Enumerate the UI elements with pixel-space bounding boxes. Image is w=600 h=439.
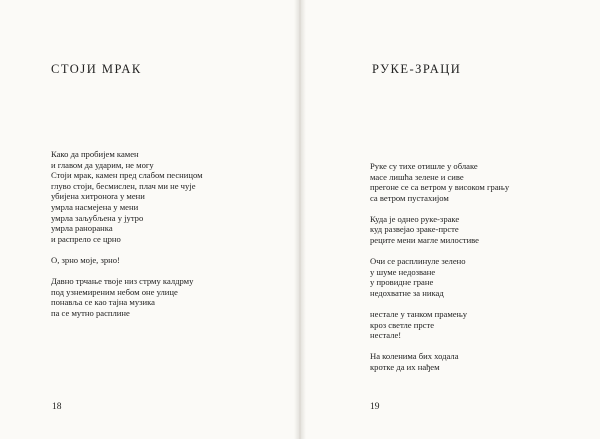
right-page (300, 0, 600, 439)
poem-line: са ветром пустахијом (370, 192, 449, 203)
poem-line: куд развејао зраке-прсте (370, 224, 459, 235)
poem-line: понављa се као тајна музика (51, 297, 155, 308)
stanza (370, 161, 600, 203)
poem-line: умрла ранoранка (51, 223, 113, 234)
poem-line: кротке да их нађем (370, 361, 440, 372)
stanza (51, 255, 291, 266)
poem-line: па се мутно расплине (51, 307, 130, 318)
poem-line: убијена хитроноrа у мени (51, 191, 145, 202)
poem-line: О, зрно моје, зрно! (51, 254, 120, 265)
poem-line: масе лишћа зелене и сиве (370, 171, 464, 182)
poem-line: умрла насмејена у мени (51, 201, 139, 212)
poem-line: Куда је однео руке-зраке (370, 213, 460, 224)
page-number: 19 (370, 402, 380, 412)
poem-line: умрла заљубљена у јутро (51, 212, 144, 223)
poem-line: глуво стоји, бесмислен, плач ми не чује (51, 180, 196, 191)
poem-line: и распрело се црно (51, 233, 121, 244)
page-number: 18 (52, 402, 62, 412)
poem-line: Давно трчање твоје низ стрму калдрму (51, 275, 194, 286)
stanza (370, 351, 600, 372)
poem-title: СТОЈИ МРАК (51, 62, 142, 76)
poem-body (51, 149, 291, 329)
poem-line: у провидне гране (370, 277, 434, 288)
stanza (51, 276, 291, 318)
stanza (370, 214, 600, 246)
poem-body (370, 161, 600, 383)
stanza (370, 309, 600, 341)
stanza (51, 149, 291, 244)
poem-line: под узнемиреним небом онe улице (51, 286, 178, 297)
poem-line: прегоне се са ветром у високом грању (370, 182, 510, 193)
poem-line: кроз светле прсте (370, 319, 435, 330)
poem-line: реците мени магле милостиве (370, 235, 479, 246)
poem-line: Стоји мрак, камен пред слабом песницом (51, 170, 203, 181)
poem-line: Руке су тихе отишле у облаке (370, 161, 478, 171)
poem-line: На коленима бих ходала (370, 351, 459, 362)
poem-title: РУКЕ-ЗРАЦИ (372, 62, 462, 76)
poem-line: нестале у танком прамењу (370, 309, 468, 320)
poem-line: Како да пробијем камен (51, 149, 139, 159)
stanza (370, 256, 600, 298)
book-gutter (294, 0, 306, 439)
poem-line: Очи се расплинуле зелено (370, 256, 466, 267)
poem-line: недохватне за никад (370, 287, 444, 298)
poem-line: у шуме недозване (370, 266, 436, 277)
poem-line: нестале! (370, 330, 402, 341)
poem-line: и главом да ударим, не могу (51, 159, 154, 170)
